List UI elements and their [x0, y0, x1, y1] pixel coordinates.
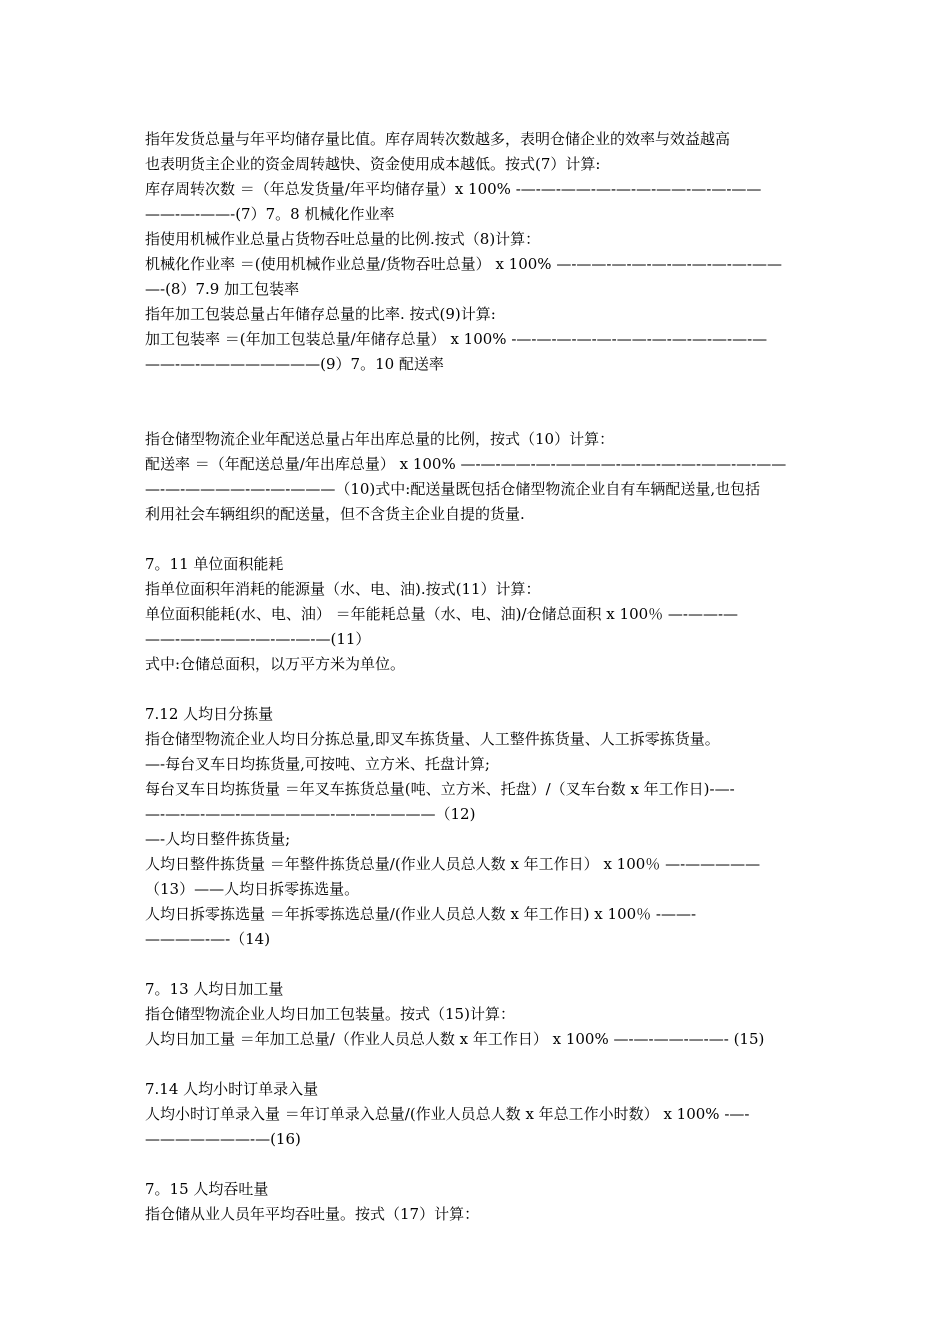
formula-line: （13）——人均日拆零拣选量。: [145, 880, 360, 898]
section-heading: 7.12 人均日分拣量: [145, 705, 274, 723]
formula-line: 人均日加工量 ＝年加工总量/（作业人员总人数 x 年工作日） x 100% —-—-——-—-—- (15): [145, 1030, 765, 1048]
section-heading: 7。11 单位面积能耗: [145, 555, 284, 573]
formula-line: ——-—-—-——-—-—-—-—(11）: [145, 630, 371, 648]
text-line: 指仓储型物流企业年配送总量占年出库总量的比例，按式（10）计算：: [145, 430, 615, 448]
formula-line: 加工包装率 ＝(年加工包装总量/年储存总量） x 100% -—-—-—-—-—-——-—-—-—-—-—-—: [145, 330, 768, 348]
formula-line: 配送率 ＝（年配送总量/年出库总量） x 100% —-—-——-—-————-—-—-—-—-——-—-——: [145, 455, 787, 473]
formula-line: 人均小时订单录入量 ＝年订单录入总量/(作业人员总人数 x 年总工作小时数） x 100% -—-: [145, 1105, 750, 1123]
section-heading: 7。13 人均日加工量: [145, 980, 284, 998]
text-line: 利用社会车辆组织的配送量，但不含货主企业自提的货量.: [145, 505, 525, 523]
formula-line: 机械化作业率 ＝(使用机械作业总量/货物吞吐总量） x 100% —-——-—-—-—-—-—-—-—-——: [145, 255, 782, 273]
formula-line: ————-—-（14): [145, 930, 271, 948]
text-line: 指仓储型物流企业人均日加工包装量。按式（15)计算：: [145, 1005, 515, 1023]
formula-line: —-—-—-——-——————-—-—-————（12): [145, 805, 476, 823]
text-line: 也表明货主企业的资金周转越快、资金使用成本越低。按式(7）计算:: [145, 155, 601, 173]
text-line: 指年发货总量与年平均储存量比值。库存周转次数越多，表明仓储企业的效率与效益越高: [145, 130, 731, 148]
formula-line: 人均日整件拣货量 ＝年整件拣货总量/(作业人员总人数 x 年工作日） x 100％ —-—————: [145, 855, 761, 873]
document-body: [145, 127, 807, 1227]
text-line: —-人均日整件拣货量;: [145, 830, 291, 848]
formula-line: 单位面积能耗(水、电、油） ＝年能耗总量（水、电、油)/仓储总面积 x 100％ —-——-—: [145, 605, 739, 623]
formula-line: ———————-—(16): [145, 1130, 301, 1148]
text-line: 指使用机械作业总量占货物吞吐总量的比例.按式（8)计算：: [145, 230, 541, 248]
text-line: 指仓储从业人员年平均吞吐量。按式（17）计算：: [145, 1205, 480, 1223]
formula-line: 每台叉车日均拣货量 ＝年叉车拣货总量(吨、立方米、托盘）/（叉车台数 x 年工作日)-—-: [145, 780, 735, 798]
text-line: 指年加工包装总量占年储存总量的比率. 按式(9)计算:: [145, 305, 496, 323]
formula-line: 库存周转次数 ＝（年总发货量/年平均储存量）x 100% -—-—-——-—-—-—-——-—-—-——: [145, 180, 762, 198]
formula-line: 人均日拆零拣选量 ＝年拆零拣选总量/(作业人员总人数 x 年工作日) x 100％ -——-: [145, 905, 697, 923]
formula-line: ——-—-————————(9）7。10 配送率: [145, 355, 444, 373]
text-line: 式中:仓储总面积，以万平方米为单位。: [145, 655, 406, 673]
section-heading: 7.14 人均小时订单录入量: [145, 1080, 319, 1098]
section-heading: 7。15 人均吞吐量: [145, 1180, 269, 1198]
text-line: 指仓储型物流企业人均日分拣总量,即叉车拣货量、人工整件拣货量、人工拆零拣货量。: [145, 730, 720, 748]
text-line: —-每台叉车日均拣货量,可按吨、立方米、托盘计算;: [145, 755, 490, 773]
formula-line: —-(8）7.9 加工包装率: [145, 280, 300, 298]
formula-line: —-—-————-—-—-———（10)式中:配送量既包括仓储型物流企业自有车辆配送量,也包括: [145, 480, 761, 498]
formula-line: ——-—-——-(7）7。8 机械化作业率: [145, 205, 395, 223]
text-line: 指单位面积年消耗的能源量（水、电、油).按式(11）计算：: [145, 580, 541, 598]
